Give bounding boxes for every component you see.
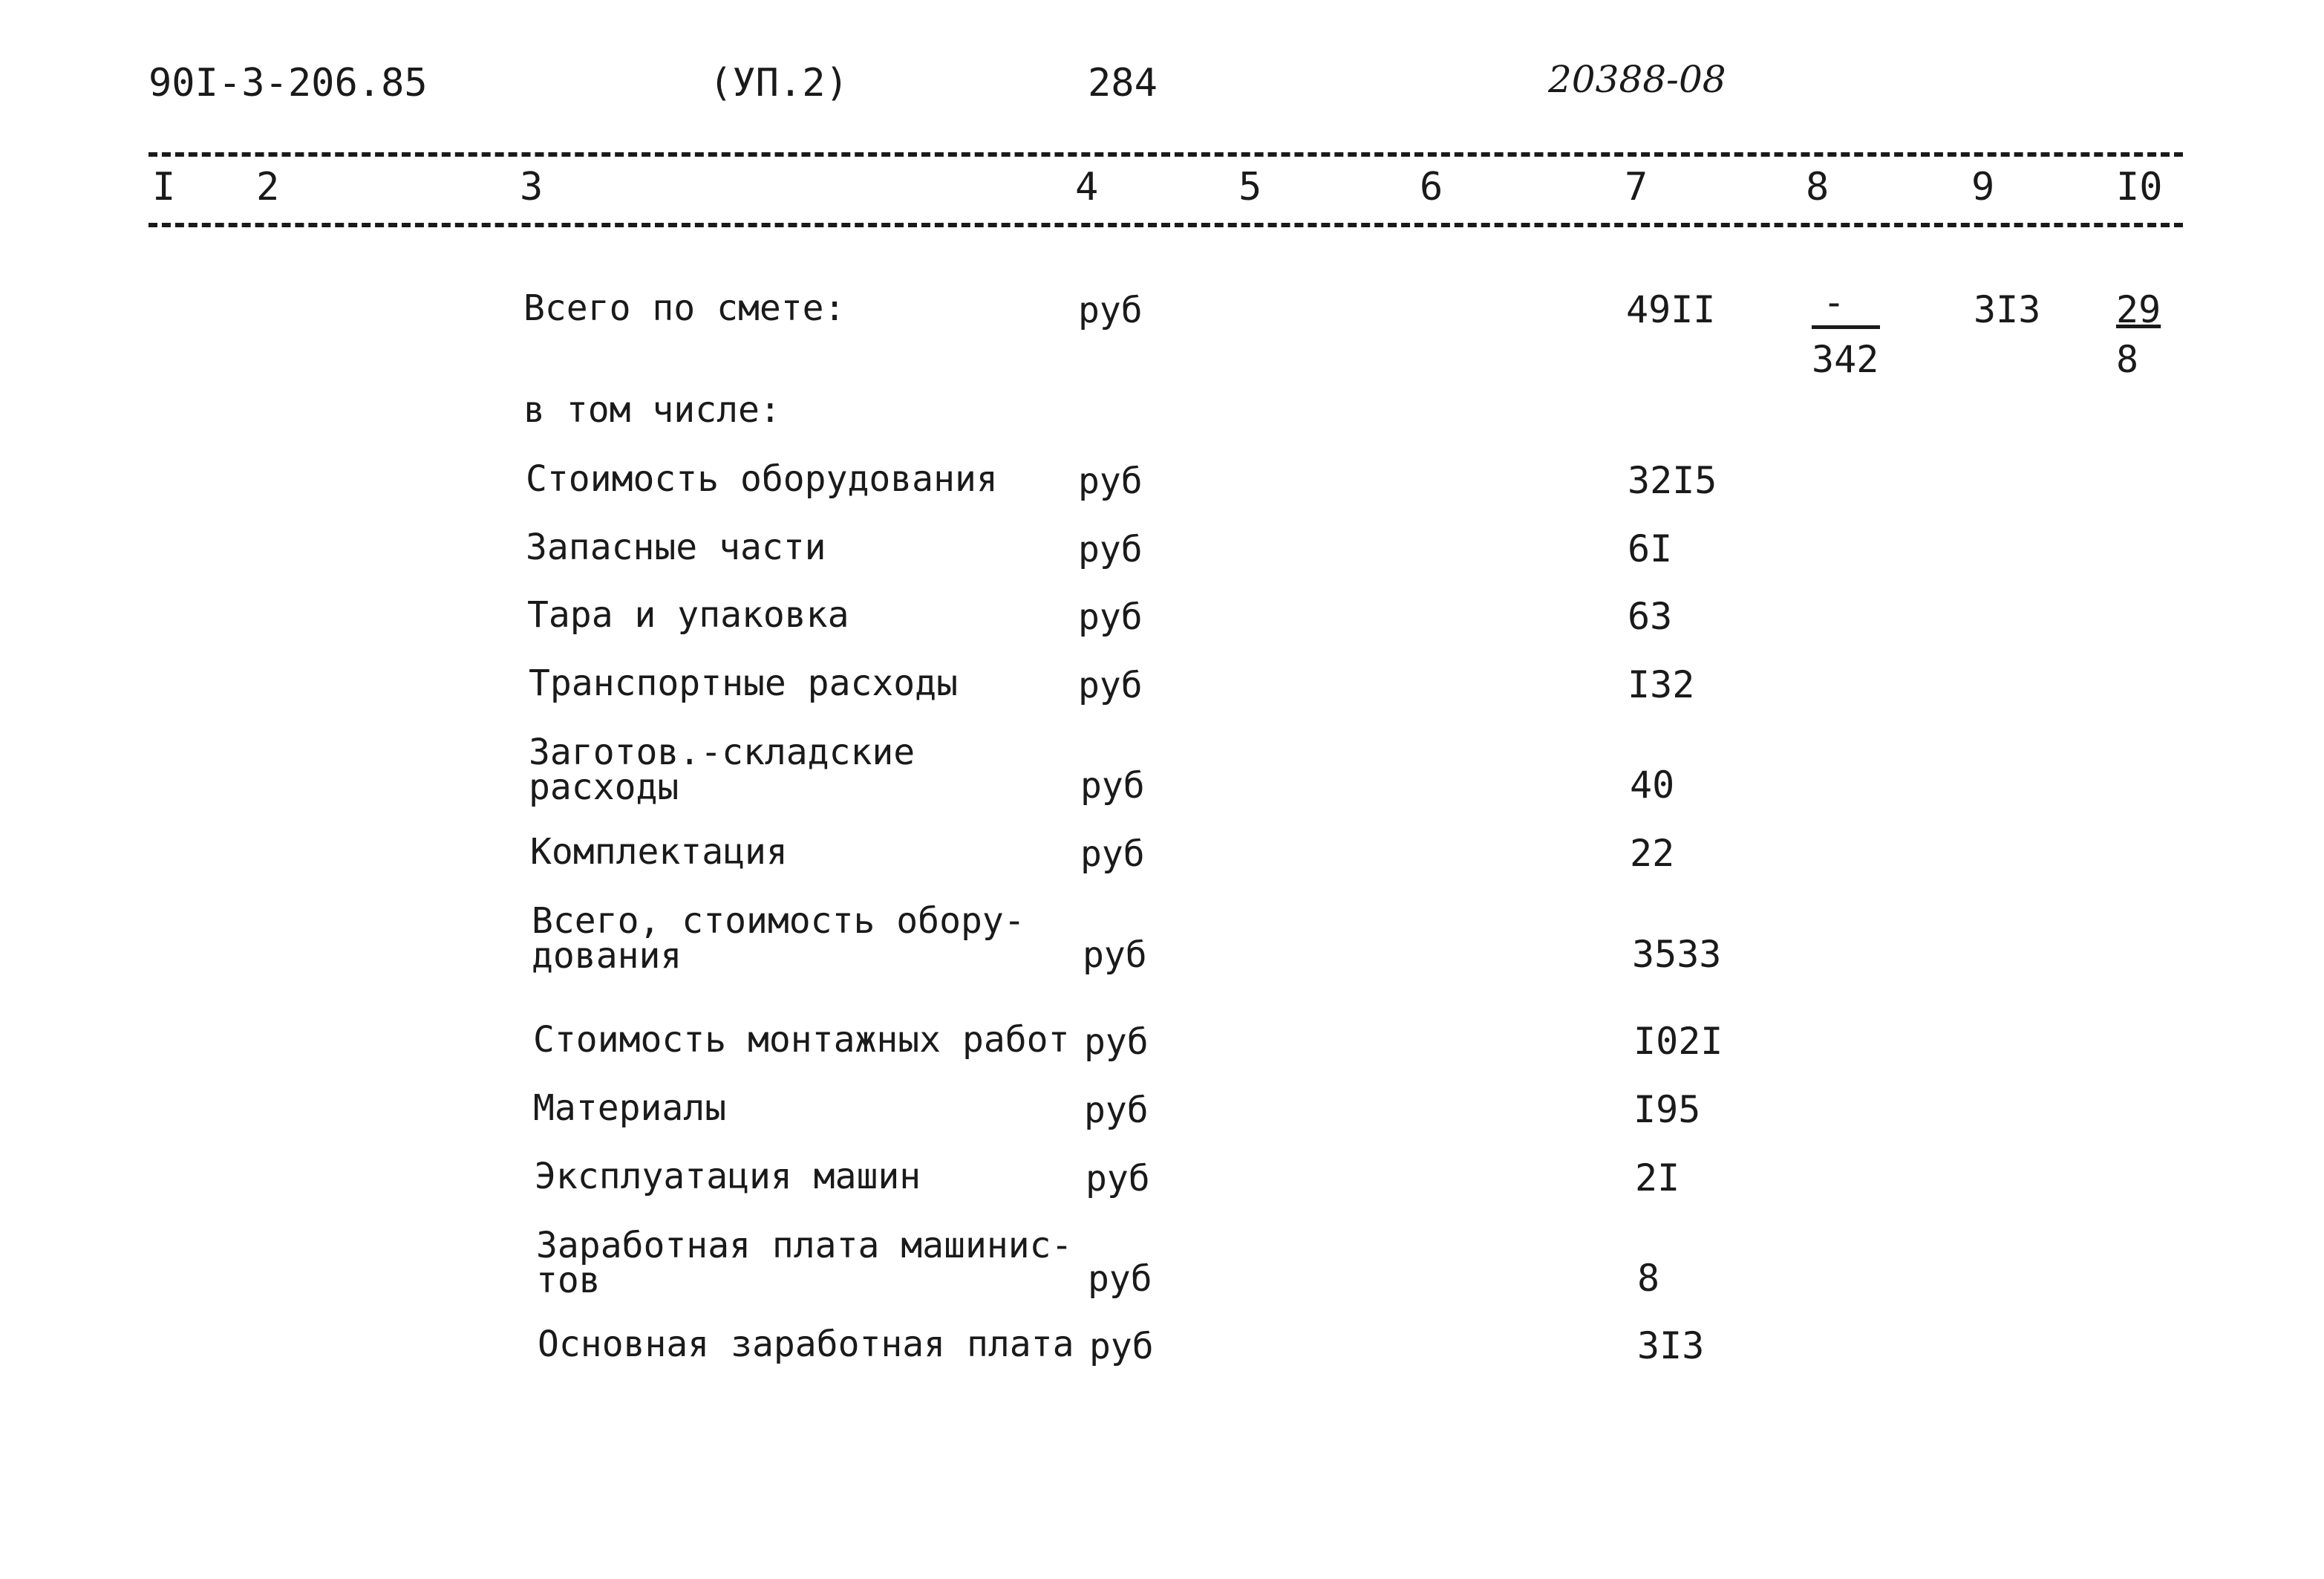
column-number-10: I0	[2116, 165, 2163, 209]
column-number-7: 7	[1625, 165, 1648, 209]
row-unit: руб	[1089, 1326, 1154, 1367]
row-label-line2: тов	[536, 1260, 601, 1301]
row-label-line1: Всего, стоимость обору-	[532, 900, 1025, 942]
row-value: 2I	[1635, 1156, 1680, 1199]
row-value: 32I5	[1628, 459, 1717, 502]
row-label: Материалы	[533, 1087, 727, 1129]
total-col8-top: -	[1823, 281, 1846, 324]
row-label-line1: Заработная плата машинис-	[536, 1225, 1073, 1266]
row-unit: руб	[1088, 1258, 1152, 1300]
dashed-rule-top	[148, 152, 2183, 157]
row-unit: руб	[1086, 1158, 1150, 1199]
row-label-line2: дования	[532, 935, 682, 977]
row-label-line2: расходы	[529, 766, 679, 808]
row-value: 3I3	[1637, 1324, 1705, 1367]
total-col8-bottom: 342	[1812, 338, 1879, 381]
column-number-6: 6	[1420, 165, 1443, 209]
row-label-line1: Заготов.-складские	[529, 732, 915, 773]
row-unit: руб	[1080, 833, 1145, 875]
volume-label: (УП.2)	[709, 61, 849, 105]
row-unit: руб	[1083, 934, 1147, 976]
row-value: 6I	[1628, 527, 1673, 570]
page-number: 284	[1088, 61, 1158, 105]
row-value: 63	[1628, 595, 1673, 638]
total-col9: 3I3	[1974, 288, 2041, 331]
row-label: Стоимость монтажных работ	[533, 1019, 1070, 1061]
inventory-number: 20388-08	[1548, 58, 1726, 101]
row-label: Эксплуатация машин	[535, 1156, 921, 1197]
row-value: 8	[1637, 1257, 1660, 1300]
column-number-1: I	[152, 165, 176, 209]
row-unit: руб	[1084, 1021, 1149, 1063]
column-number-2: 2	[256, 165, 280, 209]
dashed-rule-bottom	[148, 223, 2183, 227]
row-value: I02I	[1633, 1020, 1723, 1063]
column-number-3: 3	[520, 165, 544, 209]
total-col10-bottom: 8	[2116, 338, 2139, 381]
column-number-9: 9	[1971, 165, 1995, 209]
row-value: 22	[1630, 832, 1675, 875]
fraction-line-col8	[1812, 325, 1880, 329]
row-label: Транспортные расходы	[529, 662, 958, 704]
row-value: I32	[1628, 663, 1695, 706]
row-label: Запасные части	[526, 527, 826, 568]
row-unit: руб	[1078, 529, 1143, 570]
total-unit: руб	[1078, 290, 1143, 331]
document-code: 90I-3-206.85	[148, 61, 428, 105]
row-unit: руб	[1078, 596, 1143, 638]
total-label: Всего по смете:	[523, 287, 846, 329]
row-label: Стоимость оборудования	[526, 458, 998, 500]
total-col10-top: 29	[2116, 288, 2161, 331]
row-unit: руб	[1078, 460, 1143, 502]
column-number-4: 4	[1075, 165, 1099, 209]
row-unit: руб	[1078, 665, 1143, 706]
total-col7: 49II	[1626, 288, 1716, 331]
including-label: в том числе:	[523, 389, 781, 431]
row-label: Основная заработная плата	[538, 1324, 1074, 1365]
row-value: 40	[1630, 764, 1675, 807]
column-number-8: 8	[1806, 165, 1830, 209]
row-label: Комплектация	[530, 831, 788, 873]
row-value: I95	[1633, 1088, 1701, 1131]
row-unit: руб	[1080, 765, 1145, 807]
row-label: Тара и упаковка	[527, 594, 849, 636]
column-number-5: 5	[1238, 165, 1262, 209]
row-unit: руб	[1084, 1090, 1149, 1131]
row-value: 3533	[1632, 933, 1722, 976]
